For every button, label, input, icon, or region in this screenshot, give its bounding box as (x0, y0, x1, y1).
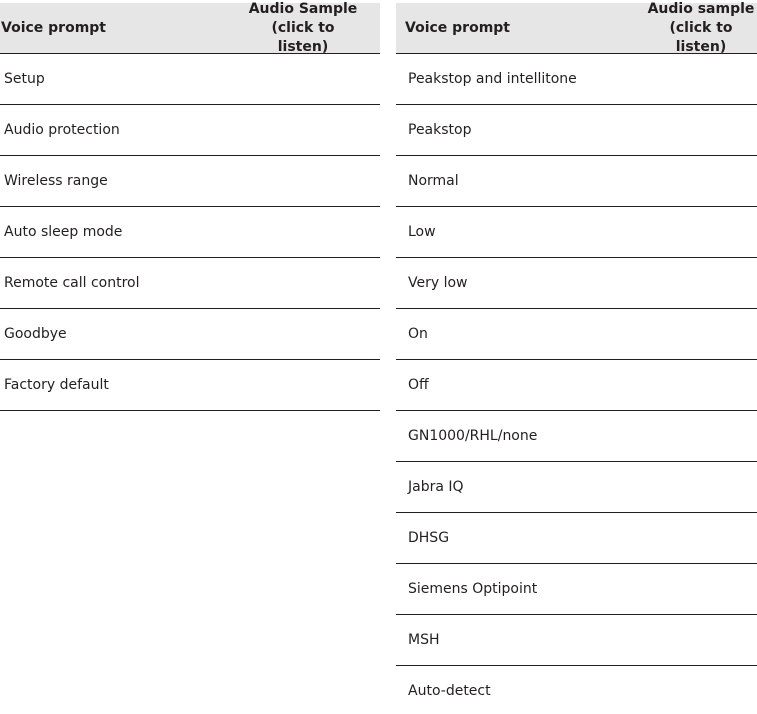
table-row (396, 54, 757, 105)
audio-sample-cell[interactable] (647, 109, 717, 151)
audio-sample-cell[interactable] (270, 109, 340, 151)
voice-prompt-label: Off (408, 377, 429, 393)
audio-sample-cell[interactable] (270, 364, 340, 406)
audio-sample-cell[interactable] (647, 466, 717, 508)
table-row (396, 615, 757, 666)
right-table-rows (396, 54, 757, 714)
voice-prompt-label: Peakstop and intellitone (408, 71, 577, 87)
voice-prompt-label: Remote call control (4, 275, 140, 291)
voice-prompt-label: Factory default (4, 377, 109, 393)
left-audio-sample-column-header (248, 0, 358, 55)
audio-sample-cell[interactable] (647, 160, 717, 202)
table-row (396, 513, 757, 564)
right-table-header (396, 0, 757, 55)
audio-sample-cell[interactable] (647, 364, 717, 406)
audio-sample-cell[interactable] (647, 517, 717, 559)
right-voice-prompt-table (396, 0, 757, 714)
voice-prompt-label: Auto-detect (408, 683, 491, 699)
audio-sample-cell[interactable] (270, 262, 340, 304)
audio-sample-cell[interactable] (270, 313, 340, 355)
table-row (396, 411, 757, 462)
voice-prompt-label: MSH (408, 632, 440, 648)
right-audio-header-line2: (click to listen) (669, 19, 733, 55)
right-voice-prompt-column-header: Voice prompt (405, 20, 510, 36)
left-audio-header-line1: Audio Sample (248, 0, 358, 17)
audio-sample-cell[interactable] (647, 313, 717, 355)
audio-sample-cell[interactable] (270, 211, 340, 253)
table-row (396, 666, 757, 714)
table-row (0, 54, 380, 105)
left-table-rows (0, 54, 380, 411)
voice-prompt-label: Wireless range (4, 173, 108, 189)
voice-prompt-label: Goodbye (4, 326, 67, 342)
table-row (0, 258, 380, 309)
voice-prompt-label: Peakstop (408, 122, 472, 138)
table-row (396, 462, 757, 513)
table-row (396, 309, 757, 360)
voice-prompt-label: Jabra IQ (408, 479, 464, 495)
audio-sample-cell[interactable] (270, 58, 340, 100)
table-row (0, 207, 380, 258)
table-row (0, 156, 380, 207)
table-row (396, 258, 757, 309)
audio-sample-cell[interactable] (270, 160, 340, 202)
table-row (396, 156, 757, 207)
right-audio-sample-column-header (645, 0, 757, 55)
voice-prompt-label: Auto sleep mode (4, 224, 123, 240)
voice-prompt-label: Audio protection (4, 122, 120, 138)
left-voice-prompt-column-header: Voice prompt (1, 20, 106, 36)
voice-prompt-label: Very low (408, 275, 468, 291)
voice-prompt-label: Low (408, 224, 436, 240)
left-table-header (0, 0, 380, 55)
table-row (396, 207, 757, 258)
voice-prompt-label: On (408, 326, 428, 342)
table-row (0, 309, 380, 360)
voice-prompt-label: GN1000/RHL/none (408, 428, 538, 444)
audio-sample-cell[interactable] (647, 619, 717, 661)
table-row (396, 105, 757, 156)
voice-prompt-label: Setup (4, 71, 45, 87)
voice-prompt-label: Siemens Optipoint (408, 581, 538, 597)
voice-prompt-label: DHSG (408, 530, 450, 546)
voice-prompt-label: Normal (408, 173, 459, 189)
audio-sample-cell[interactable] (647, 670, 717, 712)
audio-sample-cell[interactable] (647, 568, 717, 610)
left-audio-header-line2: (click to listen) (271, 19, 335, 55)
audio-sample-cell[interactable] (647, 58, 717, 100)
table-row (0, 105, 380, 156)
table-row (0, 360, 380, 411)
right-audio-header-line1: Audio sample (647, 0, 755, 17)
audio-sample-cell[interactable] (647, 415, 717, 457)
audio-sample-cell[interactable] (647, 262, 717, 304)
table-row (396, 564, 757, 615)
audio-sample-cell[interactable] (647, 211, 717, 253)
table-row (396, 360, 757, 411)
